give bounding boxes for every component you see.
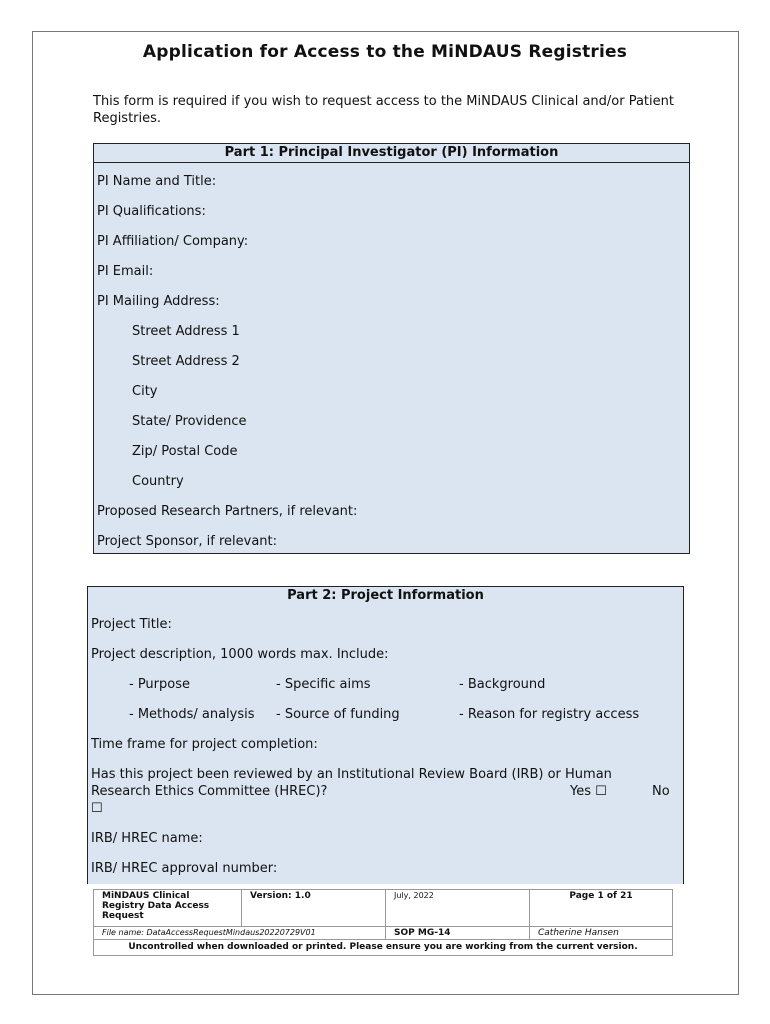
footer-version: Version: 1.0 — [242, 890, 386, 926]
zip-field[interactable]: Zip/ Postal Code — [132, 444, 238, 459]
document-title: Application for Access to the MiNDAUS Registries — [142, 42, 628, 62]
street-address-1-field[interactable]: Street Address 1 — [132, 324, 240, 339]
irb-no-checkbox[interactable]: ☐ — [91, 801, 103, 816]
irb-approval-field[interactable]: IRB/ HREC approval number: — [91, 861, 278, 876]
irb-no-label: No — [652, 784, 670, 799]
footer-sop: SOP MG-14 — [386, 927, 530, 939]
part2-heading: Part 2: Project Information — [287, 588, 484, 603]
pi-mailing-address-label: PI Mailing Address: — [97, 294, 220, 309]
irb-question-line-2: Research Ethics Committee (HREC)? — [91, 784, 328, 799]
irb-name-field[interactable]: IRB/ HREC name: — [91, 831, 203, 846]
irb-question-line-1: Has this project been reviewed by an Institutional Review Board (IRB) or Human — [91, 767, 612, 782]
include-reason: - Reason for registry access — [459, 707, 640, 722]
part1-heading: Part 1: Principal Investigator (PI) Information — [94, 144, 689, 163]
footer-notice: Uncontrolled when downloaded or printed. Please ensure you are working from the current version. — [128, 942, 638, 952]
footer-doc-title: MiNDAUS Clinical Registry Data Access Request — [94, 890, 242, 926]
footer-date: July, 2022 — [386, 890, 530, 926]
irb-yes-checkbox[interactable]: ☐ — [595, 784, 607, 799]
part2-section — [87, 586, 684, 884]
document-footer — [93, 889, 673, 956]
include-methods: - Methods/ analysis — [129, 707, 255, 722]
include-background: - Background — [459, 677, 546, 692]
street-address-2-field[interactable]: Street Address 2 — [132, 354, 240, 369]
state-field[interactable]: State/ Providence — [132, 414, 247, 429]
footer-page-number: Page 1 of 21 — [569, 891, 633, 901]
irb-yes-label: Yes — [570, 784, 591, 799]
research-partners-field[interactable]: Proposed Research Partners, if relevant: — [97, 504, 358, 519]
footer-author: Catherine Hansen — [538, 928, 619, 938]
pi-name-field[interactable]: PI Name and Title: — [97, 174, 217, 189]
pi-qualifications-field[interactable]: PI Qualifications: — [97, 204, 206, 219]
timeframe-field[interactable]: Time frame for project completion: — [91, 737, 318, 752]
project-sponsor-field[interactable]: Project Sponsor, if relevant: — [97, 534, 278, 549]
intro-text: This form is required if you wish to request access to the MiNDAUS Clinical and/or Patient Registries. — [93, 94, 674, 126]
include-funding: - Source of funding — [276, 707, 400, 722]
irb-yes-option[interactable] — [570, 784, 607, 799]
project-title-field[interactable]: Project Title: — [91, 617, 172, 632]
pi-email-field[interactable]: PI Email: — [97, 264, 154, 279]
include-purpose: - Purpose — [129, 677, 190, 692]
part1-section — [93, 143, 690, 554]
city-field[interactable]: City — [132, 384, 158, 399]
include-specific-aims: - Specific aims — [276, 677, 371, 692]
footer-file-name: File name: DataAccessRequestMindaus20220729V01 — [94, 927, 386, 939]
pi-affiliation-field[interactable]: PI Affiliation/ Company: — [97, 234, 249, 249]
country-field[interactable]: Country — [132, 474, 184, 489]
project-description-field[interactable]: Project description, 1000 words max. Include: — [91, 647, 389, 662]
